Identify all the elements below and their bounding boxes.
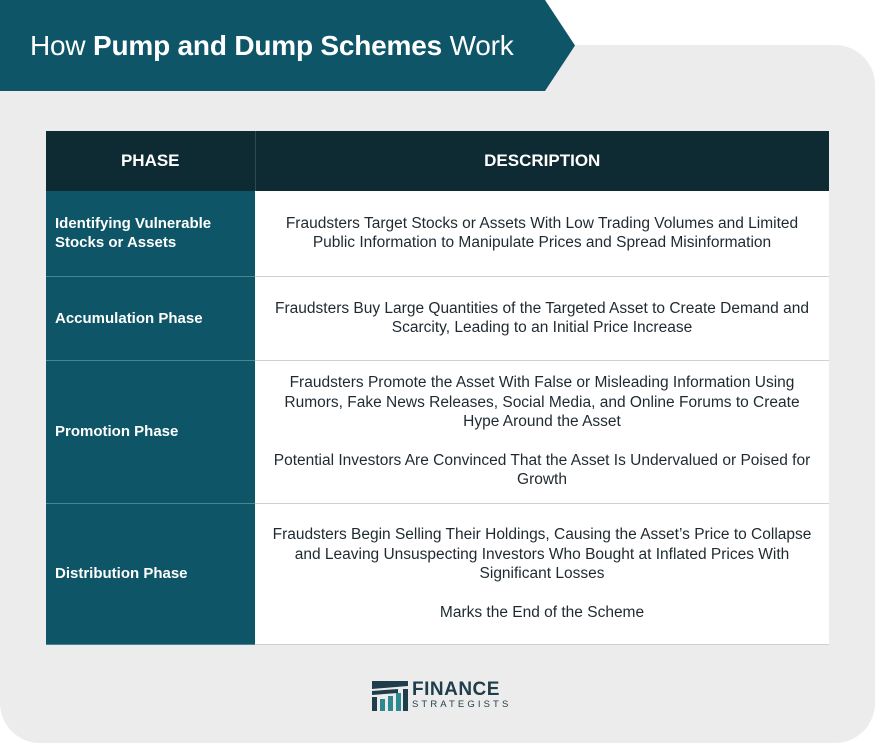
finance-strategists-logo-icon [372,677,408,713]
table-row [46,503,829,644]
logo-wordmark: FINANCE [412,679,500,700]
column-header-description: DESCRIPTION [255,131,829,191]
description-cell [255,276,829,360]
title-bold: Pump and Dump Schemes [93,29,442,61]
table-row [46,360,829,503]
phase-cell: Distribution Phase [46,503,255,644]
description-text: Fraudsters Promote the Asset With False or Misleading Information Using Rumors, Fake News Releases, Social Media, and Online Forums to Create Hype Around the Asset [284,374,800,431]
finance-strategists-logo [372,677,511,713]
title-prefix: How [30,29,93,61]
page-title [30,0,514,91]
description-text: Fraudsters Begin Selling Their Holdings, Causing the Asset’s Price to Collapse and Leaving Unsuspecting Investors Who Bought at Inflated Prices With Significant Losses [272,526,812,582]
column-header-phase: PHASE [46,131,255,191]
logo-subtitle: STRATEGISTS [412,699,512,710]
description-text: Fraudsters Target Stocks or Assets With Low Trading Volumes and Limited Public Information to Manipulate Prices and Spread Misinformation [285,214,799,252]
description-text: Potential Investors Are Convinced That the Asset Is Undervalued or Poised for Growth [273,451,811,489]
table-row [46,276,829,360]
phase-cell: Identifying Vulnerable Stocks or Assets [46,191,255,276]
table-header-row [46,131,829,191]
title-banner [0,0,575,91]
phase-cell: Promotion Phase [46,360,255,503]
phase-cell: Accumulation Phase [46,276,255,360]
description-cell [255,360,829,503]
phases-table [46,131,829,645]
description-cell [255,503,829,644]
description-text: Fraudsters Buy Large Quantities of the Targeted Asset to Create Demand and Scarcity, Leading to an Initial Price Increase [275,299,809,336]
description-cell [255,191,829,276]
title-suffix: Work [442,29,514,61]
description-text: Marks the End of the Scheme [439,603,645,621]
table-row [46,191,829,276]
